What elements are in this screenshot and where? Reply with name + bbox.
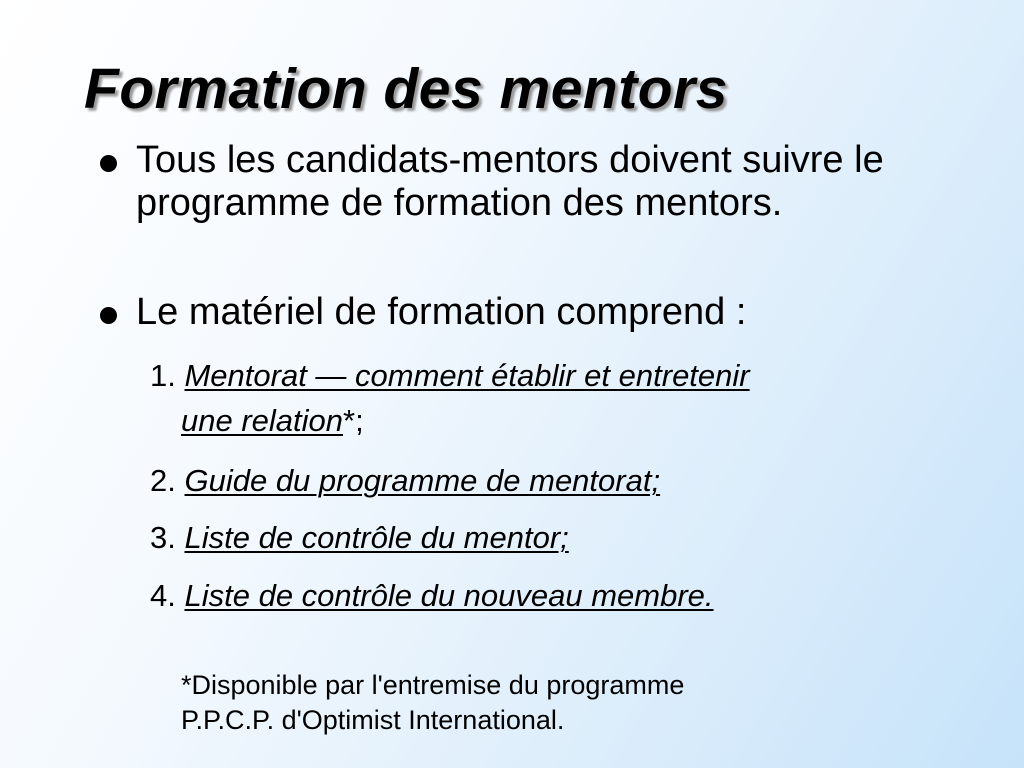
footnote [181, 668, 881, 738]
resource-link-new-member-checklist[interactable]: Liste de contrôle du nouveau membre. [184, 578, 714, 613]
item-number: 1. [150, 358, 176, 393]
footnote-line: *Disponible par l'entremise du programme [181, 670, 685, 700]
bullet-dot-icon [100, 155, 117, 172]
item-number: 2. [150, 463, 176, 498]
numbered-item [150, 573, 940, 618]
resource-link-mentor-checklist[interactable]: Liste de contrôle du mentor; [184, 520, 569, 555]
resource-link-mentorat-cont[interactable]: une relation [181, 403, 344, 438]
bullet-text: Le matériel de formation comprend : [136, 291, 747, 333]
item-number: 3. [150, 520, 176, 555]
resource-link-guide[interactable]: Guide du programme de mentorat; [184, 463, 661, 498]
slide-title: Formation des mentors [84, 57, 728, 121]
item-continuation [181, 398, 940, 443]
numbered-item [150, 458, 940, 503]
numbered-item [150, 353, 940, 443]
bullet-text: Tous les candidats-mentors doivent suivre le programme de formation des mentors. [136, 139, 884, 224]
bullet-item [100, 291, 920, 334]
bullet-dot-icon [100, 307, 117, 324]
bullet-item [100, 139, 920, 225]
numbered-item [150, 515, 940, 560]
item-number: 4. [150, 578, 176, 613]
resource-link-mentorat[interactable]: Mentorat — comment établir et entretenir [184, 358, 750, 393]
footnote-line: P.P.C.P. d'Optimist International. [181, 705, 565, 735]
item-suffix: *; [343, 403, 364, 438]
